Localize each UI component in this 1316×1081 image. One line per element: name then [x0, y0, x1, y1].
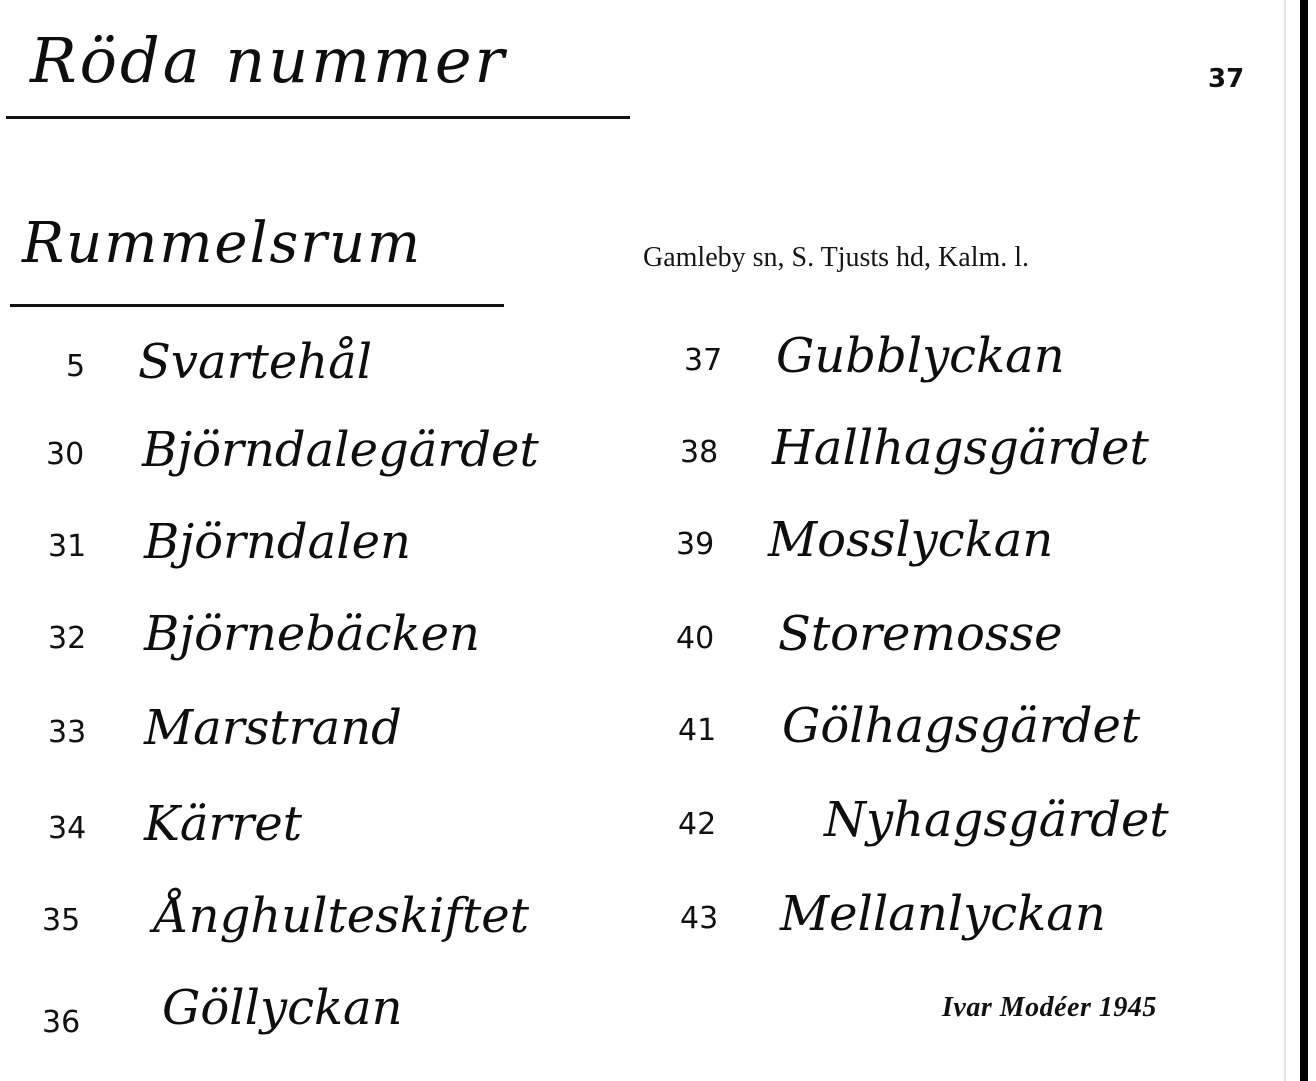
- entry-number: 30: [46, 437, 85, 472]
- entry-name: Gubblyckan: [776, 328, 1065, 384]
- list-item: [42, 888, 590, 952]
- place-heading: Rummelsrum: [22, 211, 423, 276]
- list-item: [680, 420, 1240, 484]
- entry-name: Storemosse: [778, 606, 1063, 662]
- entry-number: 37: [684, 343, 723, 378]
- entry-name: Mellanlyckan: [780, 886, 1106, 942]
- page-number: 37: [1208, 64, 1245, 94]
- list-item: [48, 700, 588, 764]
- list-item: [42, 980, 590, 1044]
- entry-name: Marstrand: [144, 700, 402, 756]
- list-item: [684, 328, 1244, 392]
- list-item: [66, 334, 586, 398]
- entry-number: 41: [678, 713, 717, 748]
- entry-number: 39: [676, 527, 715, 562]
- list-item: [48, 514, 588, 578]
- list-item: [680, 886, 1240, 950]
- entry-number: 33: [48, 715, 87, 750]
- page-edge-shadow: [1284, 0, 1286, 1081]
- entry-name: Ånghulteskiftet: [154, 888, 529, 944]
- entry-number: 36: [42, 1005, 81, 1040]
- entry-number: 35: [42, 903, 81, 938]
- entry-number: 43: [680, 901, 719, 936]
- entry-number: 42: [678, 807, 717, 842]
- list-item: [46, 422, 586, 486]
- entry-name: Hallhagsgärdet: [772, 420, 1149, 476]
- entry-name: Björnebäcken: [144, 606, 480, 662]
- entry-name: Gölhagsgärdet: [782, 698, 1141, 754]
- entry-name: Svartehål: [138, 334, 373, 390]
- author-signature: Ivar Modéer 1945: [942, 992, 1157, 1023]
- entry-number: 34: [48, 811, 87, 846]
- entry-name: Björndalegärdet: [142, 422, 539, 478]
- heading-underline: [10, 304, 504, 307]
- title-underline: [6, 116, 630, 119]
- entry-number: 40: [676, 621, 715, 656]
- entry-number: 32: [48, 621, 87, 656]
- list-item: [678, 698, 1238, 762]
- entry-name: Nyhagsgärdet: [824, 792, 1169, 848]
- entry-name: Mosslyckan: [768, 512, 1054, 568]
- list-item: [48, 796, 588, 860]
- location-line: Gamleby sn, S. Tjusts hd, Kalm. l.: [643, 242, 1030, 273]
- entry-name: Göllyckan: [162, 980, 403, 1036]
- entry-number: 38: [680, 435, 719, 470]
- entry-number: 31: [48, 529, 87, 564]
- page-title: Röda nummer: [30, 24, 508, 97]
- list-item: [48, 606, 588, 670]
- entry-number: 5: [66, 349, 86, 384]
- entry-name: Kärret: [144, 796, 303, 852]
- entry-name: Björndalen: [144, 514, 411, 570]
- list-item: [676, 512, 1236, 576]
- list-item: [676, 606, 1236, 670]
- page-binding-edge: [1300, 0, 1308, 1081]
- list-item: [678, 792, 1238, 856]
